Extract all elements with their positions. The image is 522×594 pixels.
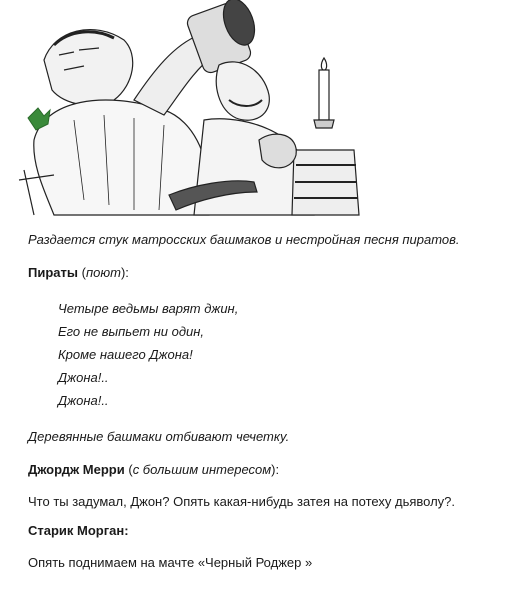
stage-direction: Деревянные башмаки отбивают чечетку. <box>28 429 290 444</box>
dialogue-line: Что ты задумал, Джон? Опять какая-нибудь затея на потеху дьяволу?. <box>28 494 456 509</box>
dialogue-line: Опять поднимаем на мачте «Черный Роджер » <box>28 555 313 570</box>
speaker-name: Старик Морган: <box>28 523 129 538</box>
song-line: Кроме нашего Джона! <box>58 347 193 362</box>
speaker-line-pirates: Пираты (поют): <box>28 265 129 280</box>
song-line: Джона!.. <box>58 370 109 385</box>
speaker-note: с большим интересом <box>132 462 272 477</box>
song-line: Четыре ведьмы варят джин, <box>58 301 239 316</box>
pirates-illustration <box>14 0 366 220</box>
song-line: Его не выпьет ни один, <box>58 324 205 339</box>
speaker-note: поют <box>85 265 121 280</box>
speaker-name: Джордж Мерри <box>28 462 125 477</box>
speaker-line-george: Джордж Мерри (с большим интересом): <box>28 462 280 477</box>
speaker-name: Пираты <box>28 265 78 280</box>
stage-direction: Раздается стук матросских башмаков и нестройная песня пиратов. <box>28 232 460 247</box>
song-line: Джона!.. <box>58 393 109 408</box>
